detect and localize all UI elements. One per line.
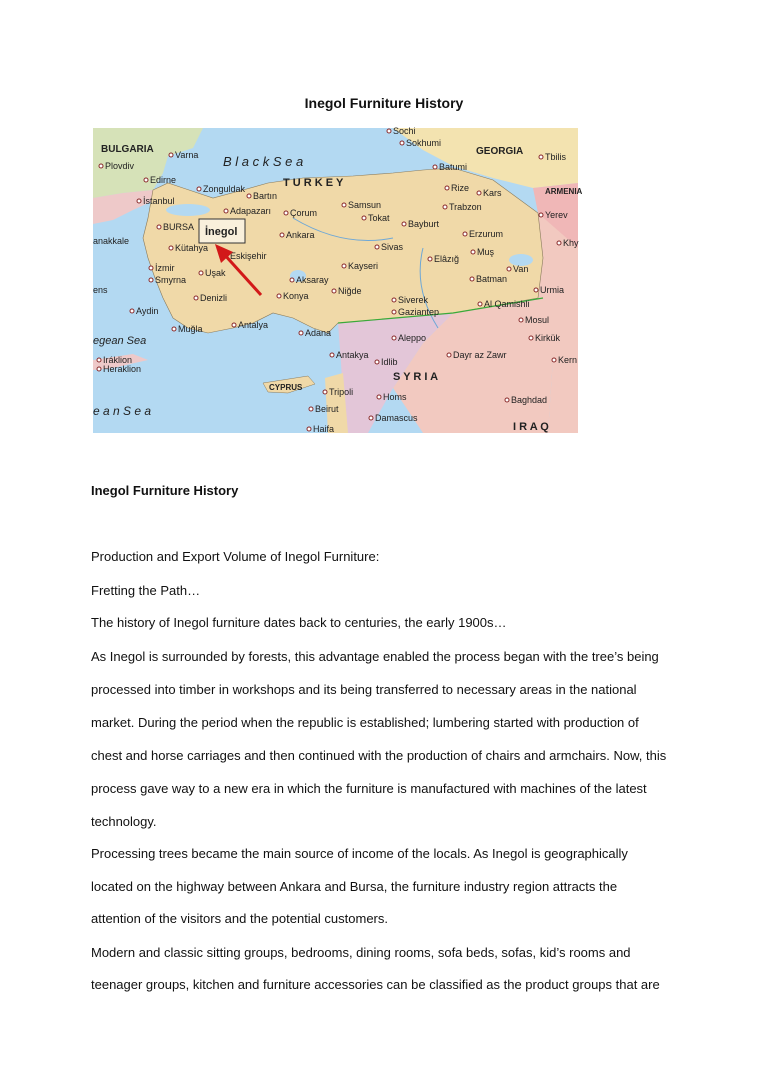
city-dot-trabzon: [443, 205, 447, 209]
country-label-cyprus: CYPRUS: [269, 383, 303, 392]
city-dot-edirne: [144, 178, 148, 182]
city-dot-aksaray: [290, 278, 294, 282]
city-label-sokhumi: Sokhumi: [406, 138, 442, 148]
city-dot-heraklion: [97, 367, 101, 371]
city-label-varna: Varna: [175, 150, 199, 160]
body-text-line: processed into timber in workshops and its being transferred to necessary areas in the national: [91, 682, 637, 697]
city-label-heraklion: Heraklion: [103, 364, 142, 374]
city-label-tbilisi: Tbilis: [545, 152, 567, 162]
city-label-homs: Homs: [383, 392, 407, 402]
city-label-haifa: Haifa: [313, 424, 335, 434]
city-label-ankara: Ankara: [286, 230, 315, 240]
city-dot-smyrna: [149, 278, 153, 282]
city-dot-corum: [284, 211, 288, 215]
city-label-dayrazzawr: Dayr az Zawr: [453, 350, 507, 360]
city-dot-tripoli: [323, 390, 327, 394]
city-label-corum: Çorum: [290, 208, 318, 218]
body-text-line: As Inegol is surrounded by forests, this advantage enabled the process began with the tree’s being: [91, 649, 659, 664]
city-label-batman: Batman: [476, 274, 508, 284]
city-dot-bayburt: [402, 222, 406, 226]
country-label-syria: S Y R I A: [393, 371, 439, 383]
city-label-canakkale: anakkale: [93, 236, 130, 246]
city-dot-usak: [199, 271, 203, 275]
city-label-beirut: Beirut: [315, 404, 339, 414]
city-dot-konya: [277, 294, 281, 298]
city-dot-urmia: [534, 288, 538, 292]
body-text-line: attention of the visitors and the potential customers.: [91, 911, 389, 926]
city-label-siverek: Siverek: [398, 295, 429, 305]
city-label-baghdad: Baghdad: [511, 395, 548, 405]
city-dot-idlib: [375, 360, 379, 364]
city-label-plovdiv: Plovdiv: [105, 161, 135, 171]
city-dot-haifa: [307, 427, 311, 431]
city-label-usak: Uşak: [205, 268, 226, 278]
inegol-label: İnegol: [205, 226, 238, 238]
section-heading: Inegol Furniture History: [91, 483, 239, 498]
body-text-line: Modern and classic sitting groups, bedrooms, dining rooms, sofa beds, sofas, kid’s rooms and: [91, 945, 631, 960]
city-dot-damascus: [369, 416, 373, 420]
country-label-bulgaria: BULGARIA: [101, 144, 154, 155]
city-dot-dayrazzawr: [447, 353, 451, 357]
city-label-aleppo: Aleppo: [398, 333, 427, 343]
city-label-zonguldak: Zonguldak: [203, 184, 246, 194]
city-label-kutahya: Kütahya: [175, 243, 209, 253]
city-dot-zonguldak: [197, 187, 201, 191]
city-label-mosul: Mosul: [525, 315, 550, 325]
body-text-line: process gave way to a new era in which the furniture is manufactured with machines of the latest: [91, 781, 647, 796]
body-text-line: located on the highway between Ankara and Bursa, the furniture industry region attracts the: [91, 879, 618, 894]
city-dot-ankara: [280, 233, 284, 237]
city-label-tokat: Tokat: [368, 213, 390, 223]
city-label-bursa: BURSA: [163, 222, 195, 232]
city-label-adana: Adana: [305, 328, 332, 338]
city-dot-bursa: [157, 225, 161, 229]
city-dot-adana: [299, 331, 303, 335]
city-label-antakya: Antakya: [336, 350, 369, 360]
city-dot-kars: [477, 191, 481, 195]
country-label-georgia: GEORGIA: [476, 146, 524, 157]
city-dot-siverek: [392, 298, 396, 302]
city-dot-aleppo: [392, 336, 396, 340]
city-label-erzurum: Erzurum: [469, 229, 504, 239]
body-text-line: Production and Export Volume of Inegol Furniture:: [91, 549, 380, 564]
body-text-line: technology.: [91, 814, 157, 829]
city-label-batumi: Batumi: [439, 162, 468, 172]
city-label-mugla: Muğla: [178, 324, 203, 334]
city-dot-samsun: [342, 203, 346, 207]
document-title: Inegol Furniture History: [304, 95, 464, 111]
city-dot-gaziantep: [392, 310, 396, 314]
city-label-nigde: Niğde: [338, 286, 362, 296]
mediterranean-label: e a n S e a: [93, 404, 152, 418]
city-dot-sivas: [375, 245, 379, 249]
city-label-rize: Rize: [451, 183, 470, 193]
city-label-aksaray: Aksaray: [296, 275, 329, 285]
city-label-trabzon: Trabzon: [449, 202, 482, 212]
city-dot-van: [507, 267, 511, 271]
city-dot-kerman: [552, 358, 556, 362]
city-label-kerman: Kern: [558, 355, 578, 365]
city-label-samsun: Samsun: [348, 200, 382, 210]
city-dot-batumi: [433, 165, 437, 169]
city-label-van: Van: [513, 264, 529, 274]
city-label-damascus: Damascus: [375, 413, 418, 423]
body-text-line: Fretting the Path…: [91, 583, 201, 598]
city-dot-nigde: [332, 289, 336, 293]
city-dot-tbilisi: [539, 155, 543, 159]
city-dot-kutahya: [169, 246, 173, 250]
city-label-adapazari: Adapazarı: [230, 206, 272, 216]
city-dot-tokat: [362, 216, 366, 220]
black-sea-label: B l a c k S e a: [223, 154, 304, 169]
city-label-bayburt: Bayburt: [408, 219, 440, 229]
city-dot-denizli: [194, 296, 198, 300]
city-dot-mus: [471, 250, 475, 254]
city-dot-rize: [445, 186, 449, 190]
city-dot-mosul: [519, 318, 523, 322]
city-label-idlib: Idlib: [381, 357, 398, 367]
city-label-smyrna: Smyrna: [155, 275, 187, 285]
city-dot-yerevan: [539, 213, 543, 217]
city-dot-beirut: [309, 407, 313, 411]
city-label-khoy: Khy: [563, 238, 579, 248]
city-label-lesbos: ens: [93, 285, 108, 295]
country-label-turkey: T U R K E Y: [283, 177, 344, 189]
body-text-line: market. During the period when the republic is established; lumbering started with production of: [91, 715, 639, 730]
city-label-alqamishli: Al Qamishli: [484, 299, 530, 309]
city-label-eskisehir: Eskişehir: [230, 251, 267, 261]
city-label-kirkuk: Kirkük: [535, 333, 561, 343]
city-label-antalya: Antalya: [238, 320, 269, 330]
city-label-edirne: Edirne: [150, 175, 177, 185]
city-dot-izmir: [149, 266, 153, 270]
city-dot-batman: [470, 277, 474, 281]
country-label-armenia: ARMENIA: [545, 187, 583, 196]
city-label-sivas: Sivas: [381, 242, 404, 252]
city-dot-varna: [169, 153, 173, 157]
city-dot-kirkuk: [529, 336, 533, 340]
city-label-aydin: Aydin: [136, 306, 159, 316]
city-dot-antakya: [330, 353, 334, 357]
city-label-kayseri: Kayseri: [348, 261, 379, 271]
city-dot-aydin: [130, 309, 134, 313]
city-dot-alqamishli: [478, 302, 482, 306]
city-dot-baghdad: [505, 398, 509, 402]
aegean-sea-label: egean Sea: [93, 335, 147, 347]
city-label-kars: Kars: [483, 188, 502, 198]
city-dot-kayseri: [342, 264, 346, 268]
body-text-line: teenager groups, kitchen and furniture accessories can be classified as the product groups that are: [91, 977, 660, 992]
turkey-map: [93, 126, 583, 434]
country-label-iraq: I R A Q: [513, 421, 549, 433]
body-text-line: Processing trees became the main source of income of the locals. As Inegol is geographically: [91, 846, 628, 861]
city-label-yerevan: Yerev: [545, 210, 568, 220]
city-dot-homs: [377, 395, 381, 399]
city-dot-adapazari: [224, 209, 228, 213]
city-label-mus: Muş: [477, 247, 495, 257]
city-label-istanbul: İstanbul: [143, 196, 175, 206]
city-dot-bartin: [247, 194, 251, 198]
city-dot-antalya: [232, 323, 236, 327]
city-dot-sokhumi: [400, 141, 404, 145]
city-label-gaziantep: Gaziantep: [398, 307, 440, 317]
city-label-konya: Konya: [283, 291, 309, 301]
city-dot-iraklion: [97, 358, 101, 362]
city-label-sochi: Sochi: [393, 126, 416, 136]
body-text-line: The history of Inegol furniture dates back to centuries, the early 1900s…: [91, 615, 507, 630]
city-label-elazig: Elâzığ: [434, 254, 460, 264]
city-label-denizli: Denizli: [200, 293, 228, 303]
city-label-iraklion: Iráklion: [103, 355, 133, 365]
city-dot-erzurum: [463, 232, 467, 236]
city-dot-plovdiv: [99, 164, 103, 168]
city-label-izmir: İzmir: [155, 263, 175, 273]
city-dot-mugla: [172, 327, 176, 331]
city-label-bartin: Bartın: [253, 191, 278, 201]
city-label-tripoli: Tripoli: [329, 387, 354, 397]
body-text-line: chest and horse carriages and then continued with the production of chairs and armchairs. Now, this: [91, 748, 667, 763]
city-label-urmia: Urmia: [540, 285, 564, 295]
city-dot-khoy: [557, 241, 561, 245]
city-dot-elazig: [428, 257, 432, 261]
city-dot-istanbul: [137, 199, 141, 203]
city-dot-sochi: [387, 129, 391, 133]
